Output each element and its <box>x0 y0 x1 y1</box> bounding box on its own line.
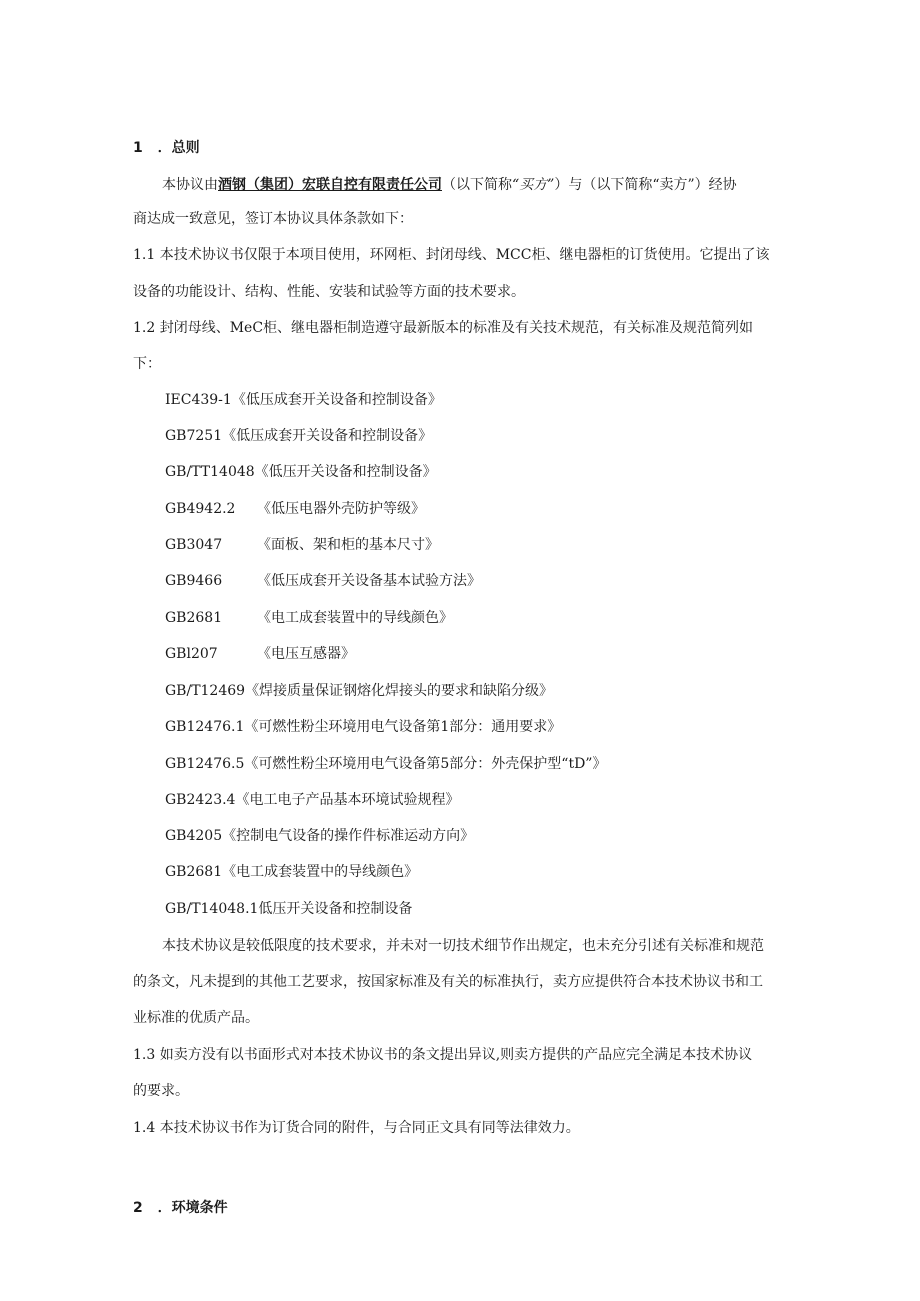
standard-item: GB3047 《面板、架和柜的基本尺寸》 <box>165 537 439 553</box>
standard-item: GB/T14048.1低压开关设备和控制设备 <box>165 901 413 917</box>
clause-1-2-line-2: 下： <box>133 356 161 372</box>
clause-1-3-line-2: 的要求。 <box>133 1083 189 1099</box>
standard-item: GB/T12469《焊接质量保证钢熔化焊接头的要求和缺陷分级》 <box>165 683 554 699</box>
clause-1-4: 1.4 本技术协议书作为订货合同的附件，与合同正文具有同等法律效力。 <box>133 1120 580 1136</box>
standard-item: GB9466 《低压成套开关设备基本试验方法》 <box>165 573 481 589</box>
standard-item: GB12476.1《可燃性粉尘环境用电气设备第1部分：通用要求》 <box>165 719 562 735</box>
clause-1-1-line-1: 1.1 本技术协议书仅限于本项目使用，环网柜、封闭母线、MCC柜、继电器柜的订货使用。它提出了该 <box>133 247 770 263</box>
standard-item: IEC439-1《低压成套开关设备和控制设备》 <box>165 392 442 408</box>
standard-item: GB4942.2 《低压电器外壳防护等级》 <box>165 501 425 517</box>
company-name: 酒钢（集团）宏联自控有限责任公司 <box>218 177 442 193</box>
clause-1-2-line-1: 1.2 封闭母线、MeC柜、继电器柜制造遵守最新版本的标准及有关技术规范，有关标准及规范简列如 <box>133 320 754 336</box>
section-title: ．环境条件 <box>157 1200 228 1216</box>
intro-paragraph-line-2: 商达成一致意见，签订本协议具体条款如下： <box>133 211 413 227</box>
section-number: 2 <box>133 1200 143 1216</box>
standard-item: GB7251《低压成套开关设备和控制设备》 <box>165 428 433 444</box>
standard-item: GB12476.5《可燃性粉尘环境用电气设备第5部分：外壳保护型“tD”》 <box>165 756 607 772</box>
standard-item: GB2681 《电工成套装置中的导线颜色》 <box>165 610 453 626</box>
section-number: 1 <box>133 140 143 156</box>
note-paragraph-line-3: 业标准的优质产品。 <box>133 1010 259 1026</box>
standard-item: GB4205《控制电气设备的操作件标准运动方向》 <box>165 828 475 844</box>
standard-item: GB2423.4《电工电子产品基本环境试验规程》 <box>165 792 460 808</box>
clause-1-1-line-2: 设备的功能设计、结构、性能、安装和试验等方面的技术要求。 <box>133 284 525 300</box>
note-paragraph-line-1: 本技术协议是较低限度的技术要求，并未对一切技术细节作出规定，也未充分引述有关标准和规范 <box>162 938 764 954</box>
standard-item: GB/TT14048《低压开关设备和控制设备》 <box>165 464 437 480</box>
standard-item: GB2681《电工成套装置中的导线颜色》 <box>165 864 419 880</box>
standard-item: GBl207 《电压互感器》 <box>165 646 355 662</box>
note-paragraph-line-2: 的条文，凡未提到的其他工艺要求，按国家标准及有关的标准执行，卖方应提供符合本技术协议书和工 <box>133 974 763 990</box>
section-heading-2 <box>133 1197 228 1217</box>
intro-paragraph-line-1: 本协议由酒钢（集团）宏联自控有限责任公司（以下简称“买方”）与（以下简称“卖方”）经协 <box>162 177 737 193</box>
section-heading-1 <box>133 137 200 157</box>
section-title: ．总则 <box>157 140 200 156</box>
clause-1-3-line-1: 1.3 如卖方没有以书面形式对本技术协议书的条文提出异议,则卖方提供的产品应完全满足本技术协议 <box>133 1047 753 1063</box>
